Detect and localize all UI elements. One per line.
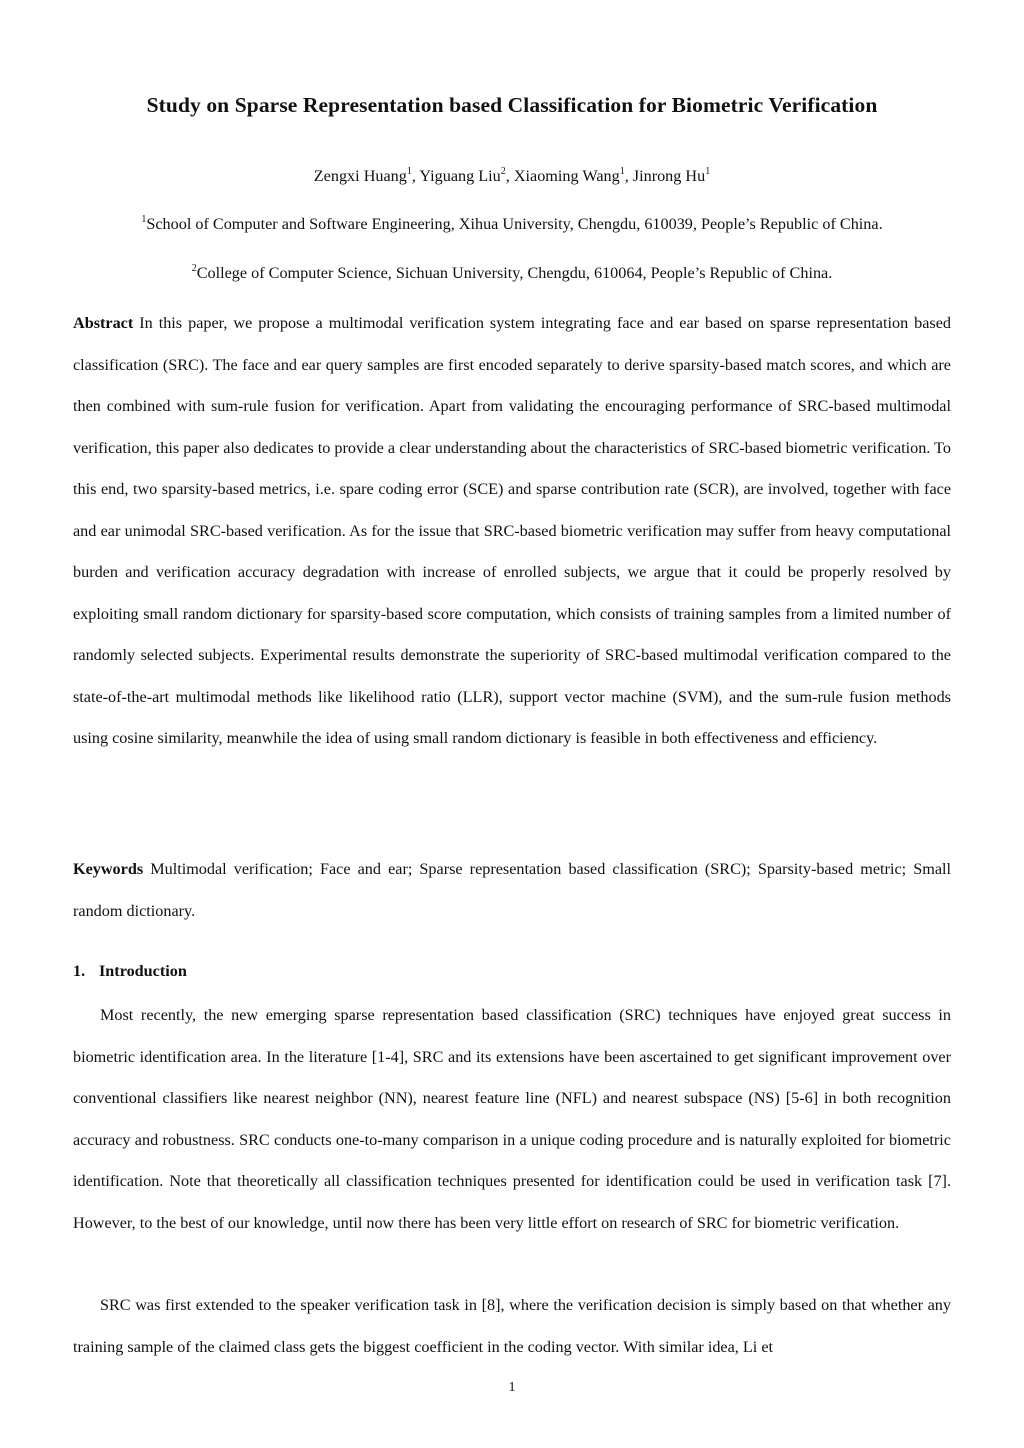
author: Xiaoming Wang	[513, 167, 620, 185]
author-separator: ,	[624, 167, 633, 185]
author-affiliation-mark: 2	[500, 166, 506, 177]
author-separator: ,	[411, 167, 420, 185]
author-separator: ,	[505, 167, 514, 185]
body-paragraph: Most recently, the new emerging sparse representation based classification (SRC) techniques have enjoyed great success in biometric identification area. In the literature [1-4], SRC and its extensions have been ascertained to get significant improvement over conventional classifiers like nearest neighbor (NN), nearest feature line (NFL) and nearest subspace (NS) [5-6] in both recognition accuracy and robustness. SRC conducts one-to-many comparison in a unique coding procedure and is naturally exploited for biometric identification. Note that theoretically all classification techniques presented for identification could be used in verification task [7]. However, to the best of our knowledge, until now there has been very little effort on research of SRC for biometric verification.	[73, 1006, 951, 1232]
keywords	[73, 849, 951, 932]
author: Zengxi Huang	[313, 167, 407, 185]
affiliation-mark: 2	[191, 263, 197, 274]
page-number: 1	[508, 1380, 516, 1395]
keywords-text: Multimodal verification; Face and ear; Sparse representation based classification (SRC); Sparsity-based metric; Small random dictionary.	[73, 860, 951, 920]
affiliation-mark: 1	[141, 214, 147, 225]
section-heading	[73, 962, 187, 981]
author: Yiguang Liu	[419, 167, 501, 185]
affiliation	[0, 264, 1024, 283]
author-list	[0, 167, 1024, 186]
affiliation	[0, 215, 1024, 234]
abstract-text: In this paper, we propose a multimodal verification system integrating face and ear based on sparse representation based classification (SRC). The face and ear query samples are first encoded separately to derive sparsity-based match scores, and which are then combined with sum-rule fusion for verification. Apart from validating the encouraging performance of SRC-based multimodal verification, this paper also dedicates to provide a clear understanding about the characteristics of SRC-based biometric verification. To this end, two sparsity-based metrics, i.e. spare coding error (SCE) and sparse contribution rate (SCR), are involved, together with face and ear unimodal SRC-based verification. As for the issue that SRC-based biometric verification may suffer from heavy computational burden and verification accuracy degradation with increase of enrolled subjects, we argue that it could be properly resolved by exploiting small random dictionary for sparsity-based score computation, which consists of training samples from a limited number of randomly selected subjects. Experimental results demonstrate the superiority of SRC-based multimodal verification compared to the state-of-the-art multimodal methods like likelihood ratio (LLR), support vector machine (SVM), and the sum-rule fusion methods using cosine similarity, meanwhile the idea of using small random dictionary is feasible in both effectiveness and efficiency.	[73, 314, 952, 747]
body-paragraph: SRC was first extended to the speaker verification task in [8], where the verification decision is simply based on that whether any training sample of the claimed class gets the biggest coefficient in the coding vector. With similar idea, Li et	[73, 1296, 951, 1356]
author: Jinrong Hu	[632, 167, 706, 185]
affiliation-text: School of Computer and Software Engineering, Xihua University, Chengdu, 610039, People’s Republic of China.	[146, 215, 883, 233]
keywords-label: Keywords	[73, 860, 144, 878]
section-title: Introduction	[99, 962, 187, 980]
affiliation-text: College of Computer Science, Sichuan University, Chengdu, 610064, People’s Republic of China.	[196, 264, 833, 282]
abstract	[73, 303, 951, 760]
paper-title: Study on Sparse Representation based Classification for Biometric Verification	[146, 93, 878, 117]
author-affiliation-mark: 1	[619, 166, 625, 177]
abstract-label: Abstract	[73, 314, 134, 332]
author-affiliation-mark: 1	[406, 166, 412, 177]
section-number: 1.	[73, 962, 86, 980]
author-affiliation-mark: 1	[705, 166, 711, 177]
